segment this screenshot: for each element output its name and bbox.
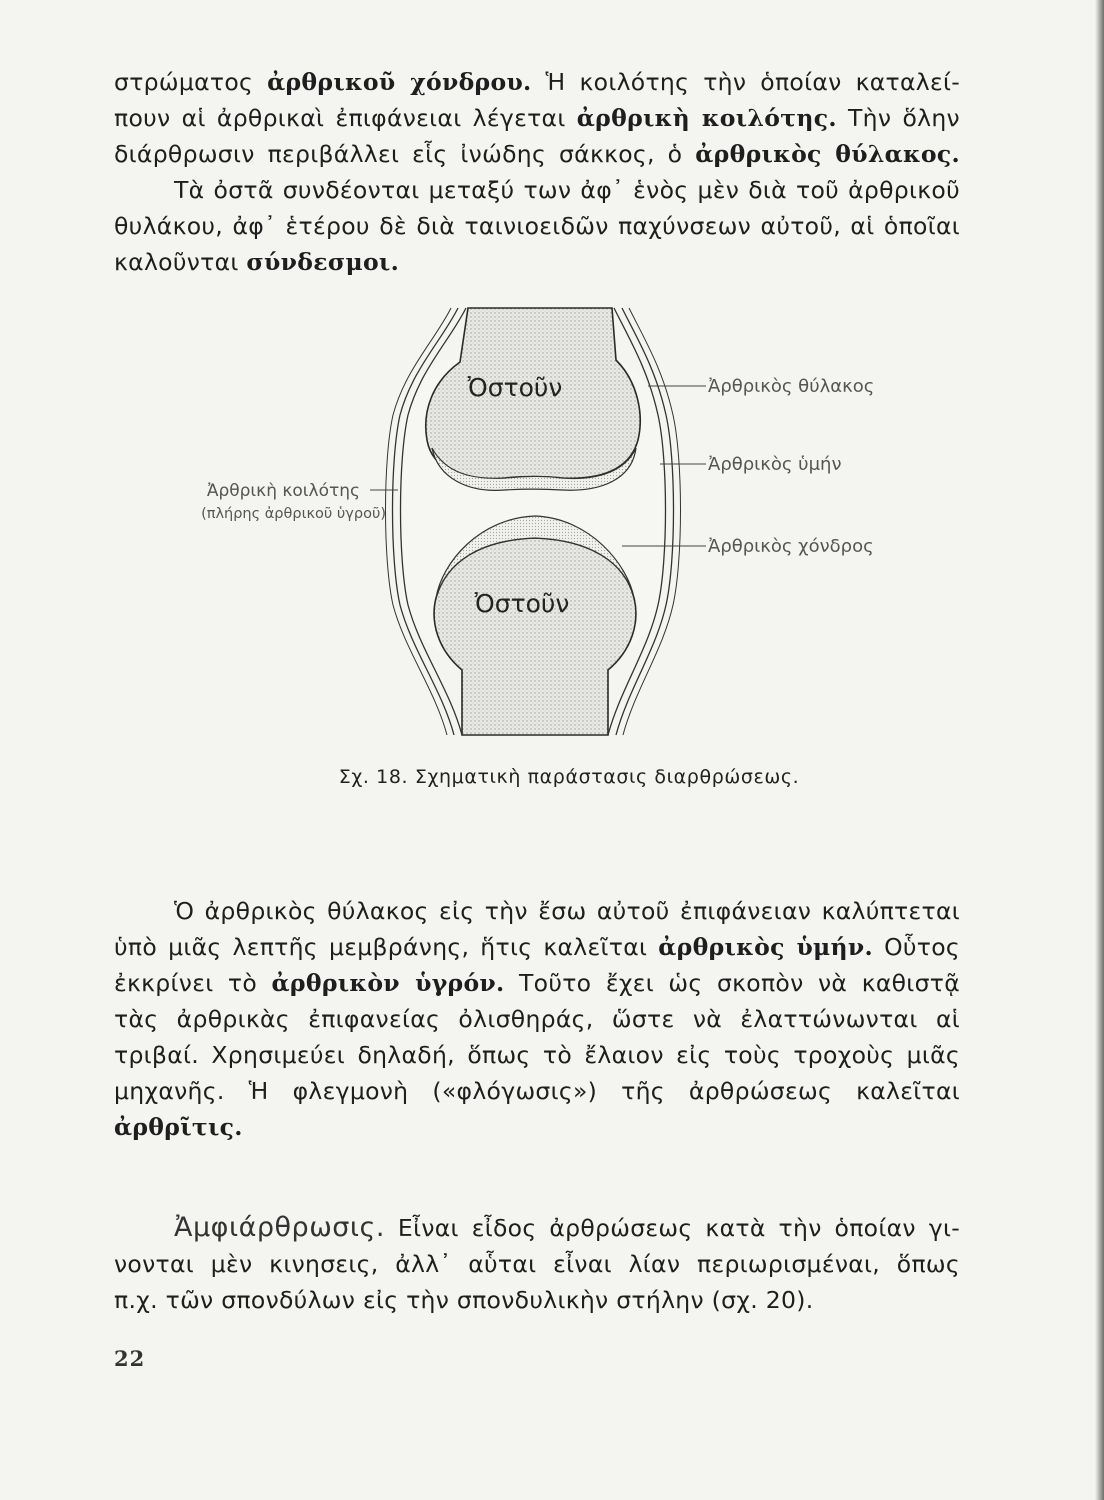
text-run: Εἶναι εἶδος ἀρθρώσεως κατὰ τὴν ὁποίαν γι- xyxy=(384,1214,960,1242)
text-run: διάρθρωσιν περιβάλλει εἷς ἰνώδης σάκκος, ὁ xyxy=(114,140,696,168)
page-number: 22 xyxy=(114,1346,146,1371)
text-line xyxy=(114,244,960,280)
bold-term: ἀρθρῖτις. xyxy=(114,1113,243,1141)
text-line: θυλάκου, ἀφ᾽ ἑτέρου δὲ διὰ ταινιοειδῶν παχύνσεων αὐτοῦ, αἱ ὁποῖαι xyxy=(114,212,960,240)
membrane-label: Ἀρθρικὸς ὑμήν xyxy=(708,454,842,475)
text-run: στρώματος xyxy=(114,68,268,96)
text-line: π.χ. τῶν σπονδύλων εἰς τὴν σπονδυλικὴν στήλην (σχ. 20). xyxy=(114,1286,814,1314)
text-line: Ὁ ἀρθρικὸς θύλακος εἰς τὴν ἔσω αὐτοῦ ἐπιφάνειαν καλύπτεται xyxy=(174,897,960,925)
cavity-sublabel: (πλήρης ἀρθρικοῦ ὑγροῦ) xyxy=(201,506,386,522)
upper-bone-label: Ὀστοῦν xyxy=(467,373,563,402)
text-run: Ἡ κοιλότης τὴν ὁποίαν καταλεί- xyxy=(531,68,960,96)
text-line: μηχανῆς. Ἡ φλεγμονὴ («φλόγωσις») τῆς ἀρθρώσεως καλεῖται xyxy=(114,1077,960,1105)
text-line: νονται μὲν κινησεις, ἀλλ᾽ αὗται εἶναι λίαν περιωρισμέναι, ὅπως xyxy=(114,1250,960,1278)
capsule-label: Ἀρθρικὸς θύλακος xyxy=(708,376,875,397)
paragraph-2 xyxy=(114,893,960,1145)
bold-term: ἀρθρικὸς θύλακος. xyxy=(695,140,961,168)
text-line xyxy=(114,136,960,172)
lower-bone xyxy=(434,538,636,735)
bold-term: σύνδεσμοι. xyxy=(246,248,400,276)
joint-diagram xyxy=(150,300,910,740)
cartilage-label: Ἀρθρικὸς χόνδρος xyxy=(708,536,874,557)
figure-caption: Σχ. 18. Σχηματικὴ παράστασις διαρθρώσεως. xyxy=(338,766,800,788)
bold-term: ἀρθρικὸς ὑμήν. xyxy=(658,933,874,961)
cavity-label: Ἀρθρικὴ κοιλότης xyxy=(206,481,360,501)
text-line xyxy=(114,929,960,965)
text-run: ὑπὸ μιᾶς λεπτῆς μεμβράνης, ἥτις καλεῖται xyxy=(114,933,659,961)
text-line xyxy=(114,1109,960,1145)
text-line: τὰς ἀρθρικὰς ἐπιφανείας ὀλισθηράς, ὥστε νὰ ἐλαττώνωνται αἱ xyxy=(114,1005,960,1033)
text-run: Τὴν ὅλην xyxy=(836,104,960,132)
text-run: πουν αἱ ἀρθρικαὶ ἐπιφάνειαι λέγεται xyxy=(114,104,577,132)
bold-term: ἀρθρικὸν ὑγρόν. xyxy=(271,969,505,997)
joint-diagram-svg xyxy=(150,300,910,740)
section-lead-term: Ἀμφιάρθρωσις. xyxy=(174,1212,385,1243)
bold-term: ἀρθρικὴ κοιλότης. xyxy=(576,104,837,132)
text-line xyxy=(114,965,960,1001)
text-run: ἐκκρίνει τὸ xyxy=(114,969,272,997)
text-line xyxy=(114,100,960,136)
text-line xyxy=(114,64,960,100)
paragraph-1 xyxy=(114,64,960,280)
text-line xyxy=(114,1210,960,1246)
text-run: Οὗτος xyxy=(873,933,960,961)
text-line: τριβαί. Χρησιμεύει δηλαδή, ὅπως τὸ ἔλαιον εἰς τοὺς τροχοὺς μιᾶς xyxy=(114,1041,960,1069)
bold-term: ἀρθρικοῦ χόνδρου. xyxy=(267,68,532,96)
lower-bone-label: Ὀστοῦν xyxy=(474,589,570,618)
paragraph-3 xyxy=(114,1210,960,1318)
text-line: Τὰ ὀστᾶ συνδέονται μεταξύ των ἀφ᾽ ἑνὸς μὲν διὰ τοῦ ἀρθρικοῦ xyxy=(174,176,960,204)
page-edge-shadow xyxy=(1095,0,1104,1500)
text-run: καλοῦνται xyxy=(114,248,247,276)
text-run: Τοῦτο ἔχει ὡς σκοπὸν νὰ καθιστᾷ xyxy=(504,969,960,997)
